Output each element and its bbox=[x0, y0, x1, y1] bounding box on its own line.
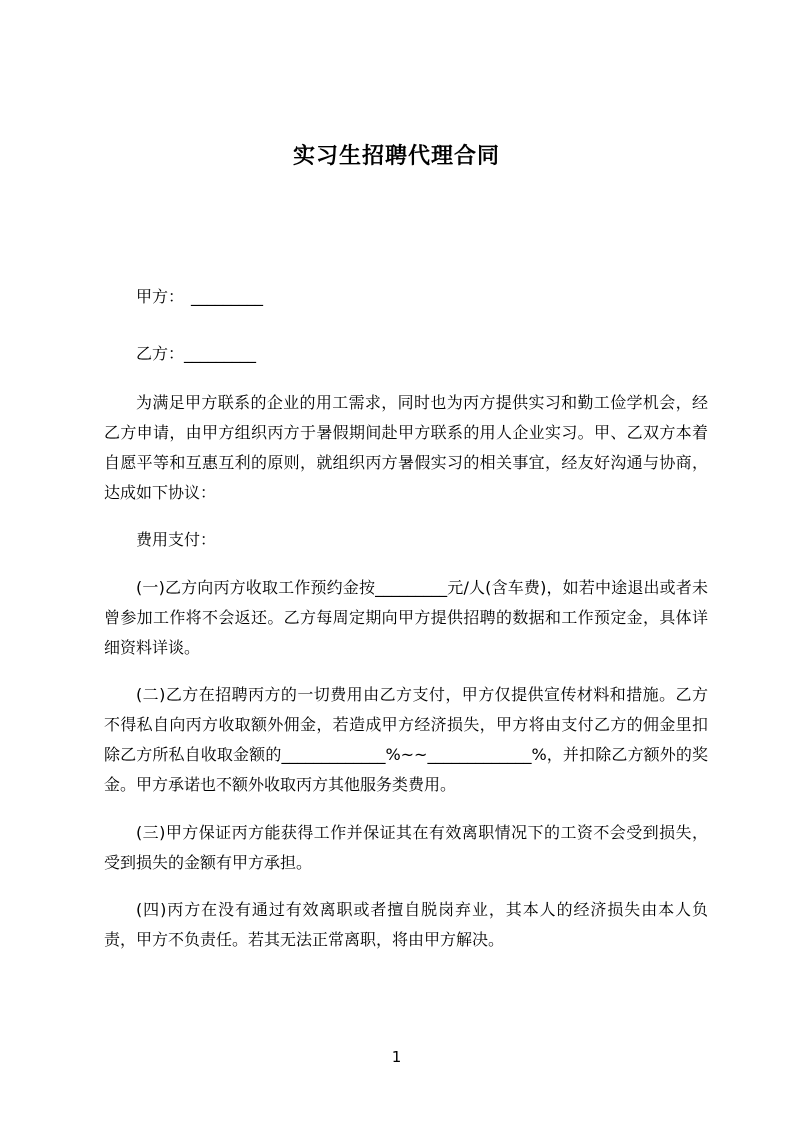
section-heading-fee-payment: 费用支付： bbox=[136, 530, 217, 549]
intro-paragraph: 为满足甲方联系的企业的用工需求，同时也为丙方提供实习和勤工俭学机会，经乙方申请，由甲方组织丙方于暑假期间赴甲方联系的用人企业实习。甲、乙双方本着自愿平等和互惠互利的原则，就组织丙方暑假实习的相关事宜，经友好沟通与协商，达成如下协议： bbox=[104, 393, 708, 502]
clause-3-paragraph: (三)甲方保证丙方能获得工作并保证其在有效离职情况下的工资不会受到损失，受到损失的金额有甲方承担。 bbox=[104, 823, 708, 872]
party-b-blank: _________ bbox=[184, 344, 257, 363]
document-body bbox=[104, 282, 708, 955]
clause-1-paragraph: (一)乙方向丙方收取工作预约金按_________元/人(含车费)，如若中途退出或者未曾参加工作将不会返还。乙方每周定期向甲方提供招聘的数据和工作预定金，具体详细资料详谈。 bbox=[104, 578, 708, 657]
party-b-label: 乙方： bbox=[136, 344, 185, 363]
party-a-blank: _________ bbox=[191, 287, 264, 306]
page-number: 1 bbox=[391, 1048, 402, 1066]
party-a-label: 甲方： bbox=[136, 287, 185, 306]
document-title: 实习生招聘代理合同 bbox=[292, 144, 500, 169]
party-a-line bbox=[104, 282, 708, 312]
party-b-line bbox=[104, 339, 708, 369]
clause-4-paragraph: (四)丙方在没有通过有效离职或者擅自脱岗弃业，其本人的经济损失由本人负责，甲方不负责任。若其无法正常离职，将由甲方解决。 bbox=[104, 900, 708, 949]
clause-2-paragraph: (二)乙方在招聘丙方的一切费用由乙方支付，甲方仅提供宣传材料和措施。乙方不得私自向丙方收取额外佣金，若造成甲方经济损失，甲方将由支付乙方的佣金里扣除乙方所私自收取金额的_____________%~~_____________%，并扣除乙方额外的奖金。甲方承诺也不额外收取丙方其他服务类费用。 bbox=[104, 685, 708, 794]
